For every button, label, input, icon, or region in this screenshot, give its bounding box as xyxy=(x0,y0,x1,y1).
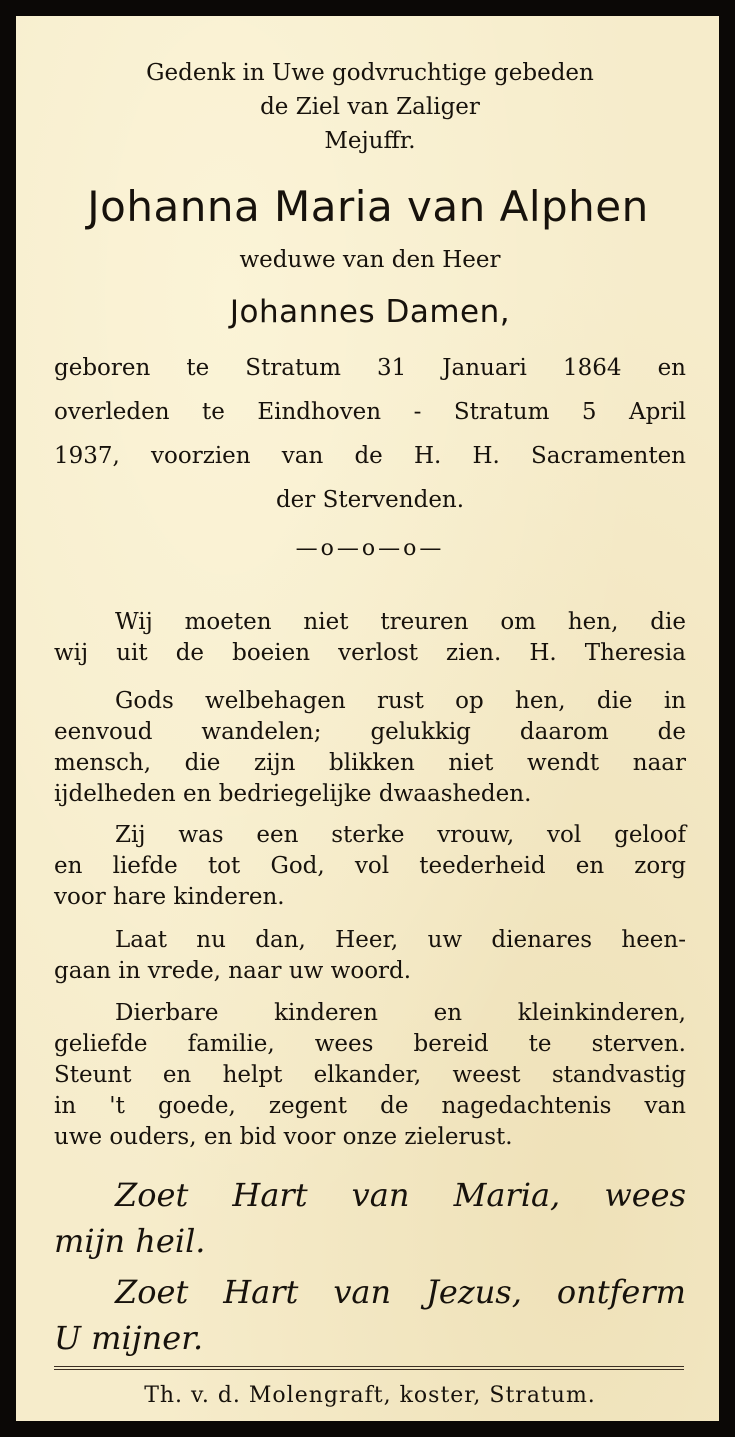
prayer-line: U mijner. xyxy=(54,1319,204,1357)
life-line: der Stervenden. xyxy=(275,487,465,513)
printer-credit: Th. v. d. Molengraft, koster, Stratum. xyxy=(144,1383,596,1408)
life-dates xyxy=(54,346,686,522)
paragraph-line: eenvoud wandelen; gelukkig daarom de xyxy=(54,719,686,745)
paragraph-line: mensch, die zijn blikken niet wendt naar xyxy=(54,750,686,776)
paragraph-sterke-vrouw xyxy=(54,820,686,913)
life-line: overleden te Eindhoven - Stratum 5 April xyxy=(54,399,686,425)
prayer-maria xyxy=(54,1172,686,1264)
life-line: geboren te Stratum 31 Januari 1864 en xyxy=(54,355,686,381)
intro-text xyxy=(54,56,686,158)
paragraph-line: ijdelheden en bedriegelijke dwaasheden. xyxy=(54,781,532,807)
paragraph-line: gaan in vrede, naar uw woord. xyxy=(54,958,412,984)
intro-line: Mejuffr. xyxy=(324,128,416,154)
paragraph-line: uwe ouders, en bid voor onze zielerust. xyxy=(54,1124,513,1150)
prayer-line: mijn heil. xyxy=(54,1222,206,1260)
memorial-card xyxy=(16,16,719,1421)
prayer-line: Zoet Hart van Maria, wees xyxy=(115,1176,686,1214)
paragraph-line: geliefde familie, wees bereid te sterven. xyxy=(54,1031,686,1057)
paragraph-line: en liefde tot God, vol teederheid en zorg xyxy=(54,853,686,879)
paragraph-line: Dierbare kinderen en kleinkinderen, xyxy=(115,1000,686,1026)
paragraph-line: Wij moeten niet treuren om hen, die xyxy=(115,609,686,635)
paragraph-dierbare-kinderen xyxy=(54,998,686,1153)
footer-divider xyxy=(54,1366,684,1370)
prayer-line: Zoet Hart van Jezus, ontferm xyxy=(115,1273,686,1311)
husband-name: Johannes Damen, xyxy=(229,294,511,330)
paragraph-theresia xyxy=(54,607,686,669)
paragraph-gods-welbehagen xyxy=(54,686,686,810)
intro-line: de Ziel van Zaliger xyxy=(260,94,480,120)
intro-line: Gedenk in Uwe godvruchtige gebeden xyxy=(146,60,594,86)
paragraph-line: voor hare kinderen. xyxy=(54,884,285,910)
widow-of-text: weduwe van den Heer xyxy=(239,247,501,273)
paragraph-line: Laat nu dan, Heer, uw dienares heen- xyxy=(115,927,686,953)
paragraph-line: Gods welbehagen rust op hen, die in xyxy=(115,688,686,714)
paragraph-line: Steunt en helpt elkander, weest standvastig xyxy=(54,1062,686,1088)
paragraph-line: in 't goede, zegent de nagedachtenis van xyxy=(54,1093,686,1119)
prayer-jezus xyxy=(54,1269,686,1361)
paragraph-line: Zij was een sterke vrouw, vol geloof xyxy=(115,822,686,848)
paragraph-line: wij uit de boeien verlost zien. H. Theresia xyxy=(54,640,686,666)
deceased-name: Johanna Maria van Alphen xyxy=(87,182,649,231)
life-line: 1937, voorzien van de H. H. Sacramenten xyxy=(54,443,686,469)
paragraph-laat-nu xyxy=(54,925,686,987)
separator: —o—o—o— xyxy=(295,536,445,561)
